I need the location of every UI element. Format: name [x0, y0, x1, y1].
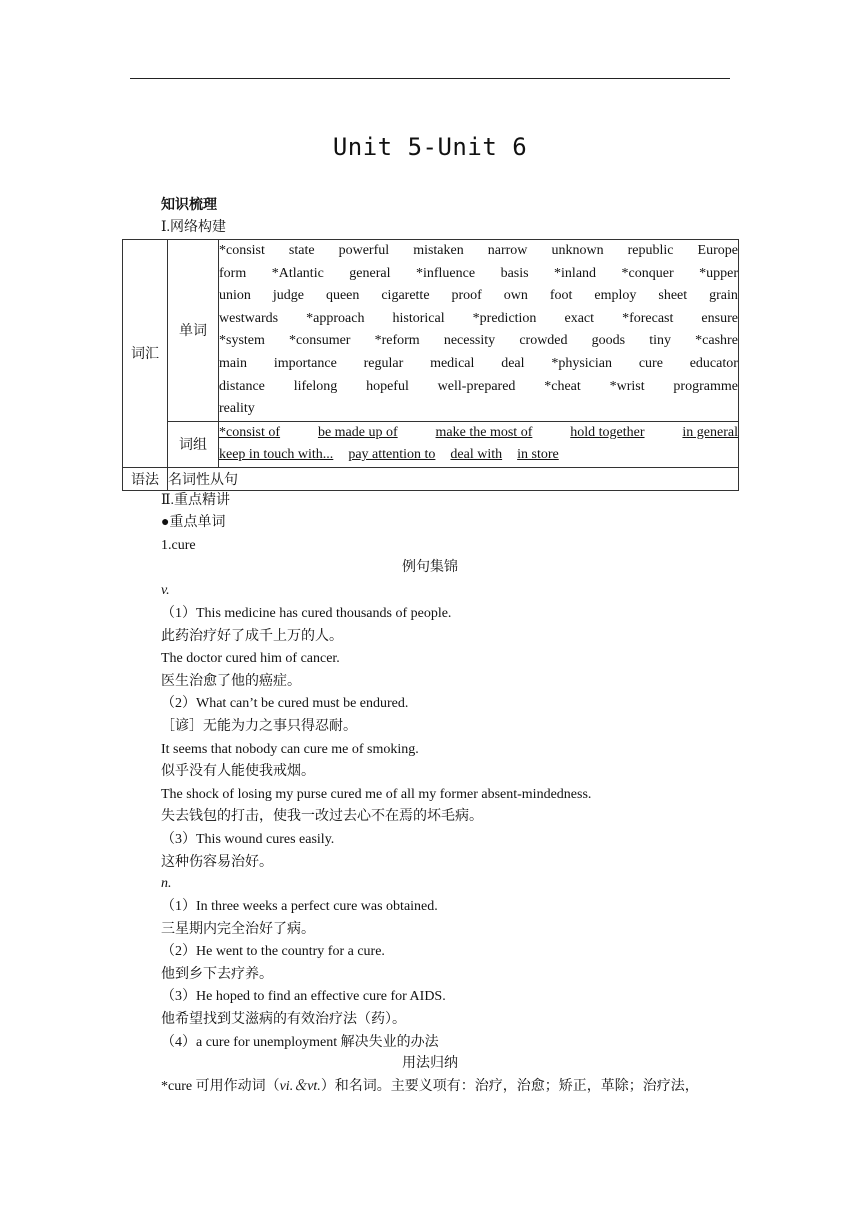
vocab-word: lifelong: [293, 378, 338, 394]
vocab-word: narrow: [487, 243, 528, 258]
example-line: （1）This medicine has cured thousands of people.: [161, 606, 452, 621]
vocab-word: cigarette: [381, 288, 430, 304]
vocab-word: *cashre: [695, 333, 738, 349]
vocab-word: ensure: [701, 310, 738, 326]
example-line: 似乎没有人能使我戒烟。: [161, 764, 315, 780]
vocab-word: *inland: [554, 265, 597, 281]
vocab-word: exact: [564, 310, 595, 326]
vocab-word: importance: [273, 355, 337, 371]
pos-verb: v.: [161, 583, 170, 598]
vocab-word: union: [219, 288, 251, 304]
phrases-label-cell: 词组: [168, 421, 219, 467]
example-line: （4）a cure for unemployment 解决失业的办法: [161, 1034, 439, 1050]
item-1-heading: 1.cure: [161, 538, 196, 553]
section-heading: 知识梳理: [161, 198, 217, 213]
vocab-word: crowded: [519, 333, 568, 349]
vocab-word: *influence: [415, 265, 476, 281]
vocab-word: hopeful: [366, 378, 409, 394]
vocab-word: *wrist: [609, 378, 645, 394]
vocab-word: employ: [594, 288, 637, 304]
phrase-line: [219, 444, 738, 467]
word-line: [219, 376, 738, 399]
example-line: The doctor cured him of cancer.: [161, 651, 340, 667]
vocab-phrase: be made up of: [317, 424, 398, 440]
vocab-word: westwards: [219, 310, 279, 326]
vocab-word: basis: [500, 265, 529, 281]
vocab-category-cell: 词汇: [123, 240, 168, 468]
vocab-word: *physician: [551, 355, 612, 371]
key-words-heading: ●重点单词: [161, 515, 226, 530]
vocab-word: *Atlantic: [271, 265, 324, 281]
vocab-word: judge: [272, 288, 304, 304]
example-line: ［谚］无能为力之事只得忍耐。: [161, 719, 357, 734]
example-line: 此药治疗好了成千上万的人。: [161, 628, 343, 644]
grammar-value: 名词性从句: [168, 467, 739, 490]
vocab-word: well-prepared: [437, 378, 516, 394]
vocab-phrase: make the most of: [435, 424, 533, 440]
example-line: 他到乡下去疗养。: [161, 966, 273, 982]
vocab-word: programme: [673, 378, 738, 394]
pos-noun: n.: [161, 876, 172, 891]
vocab-word: *cheat: [544, 378, 581, 394]
example-line: （2）He went to the country for a cure.: [161, 944, 385, 960]
vocab-word: own: [503, 288, 528, 304]
vocab-word: *approach: [306, 310, 365, 326]
word-list: [219, 240, 739, 422]
header-rule: [130, 78, 730, 79]
phrase-list: [219, 421, 739, 467]
vocab-word: distance: [219, 378, 265, 394]
example-line: 医生治愈了他的癌症。: [161, 673, 301, 689]
examples-heading: 例句集锦: [402, 560, 458, 575]
vocab-word: state: [288, 243, 315, 258]
part1-heading: Ⅰ.网络构建: [161, 220, 227, 235]
vocab-word: republic: [627, 243, 674, 258]
example-line: （3）He hoped to find an effective cure for AIDS.: [161, 989, 446, 1005]
vocab-word: foot: [549, 288, 573, 304]
vocab-table: [122, 239, 739, 491]
vocab-word: *conquer: [621, 265, 674, 281]
vocab-word: Europe: [697, 243, 738, 258]
word-line: [219, 308, 738, 331]
vocab-word: main: [219, 355, 247, 371]
example-line: （3）This wound cures easily.: [161, 832, 335, 847]
word-line: [219, 240, 738, 263]
vocab-phrase: in general: [682, 424, 738, 440]
example-line: The shock of losing my purse cured me of all my former absent-mindedness.: [161, 786, 592, 802]
vocab-word: regular: [363, 355, 404, 371]
words-label-cell: 单词: [168, 240, 219, 422]
vocab-word: *consist: [219, 243, 265, 258]
vocab-word: form: [219, 265, 247, 281]
vocab-word: cure: [638, 355, 663, 371]
phrase-line: [219, 422, 738, 445]
vocab-word: deal: [501, 355, 525, 371]
example-line: It seems that nobody can cure me of smoking.: [161, 741, 419, 757]
usage-heading: 用法归纳: [402, 1056, 458, 1071]
vocab-word: proof: [451, 288, 482, 304]
vocab-phrase: pay attention to: [348, 447, 436, 463]
example-line: 失去钱包的打击，使我一改过去心不在焉的坏毛病。: [161, 809, 483, 825]
vocab-word: tiny: [649, 333, 672, 349]
word-line: [219, 330, 738, 353]
example-line: （2）What can’t be cured must be endured.: [161, 696, 409, 712]
vocab-word: unknown: [551, 243, 604, 258]
grammar-category-cell: 语法: [123, 467, 168, 490]
vocab-word: historical: [392, 310, 445, 326]
vocab-word: *system: [219, 333, 265, 349]
word-line: [219, 285, 738, 308]
example-line: 三星期内完全治好了病。: [161, 921, 315, 937]
vocab-word: goods: [591, 333, 626, 349]
word-line: [219, 263, 738, 286]
vocab-word: sheet: [658, 288, 688, 304]
vocab-word: *upper: [699, 265, 738, 281]
word-line: [219, 398, 738, 421]
vocab-word: *reform: [374, 333, 420, 349]
vocab-word: powerful: [338, 243, 390, 258]
example-line: 他希望找到艾滋病的有效治疗法（药）。: [161, 1012, 406, 1027]
vocab-phrase: hold together: [570, 424, 645, 440]
example-line: 这种伤容易治好。: [161, 854, 273, 870]
vocab-word: queen: [325, 288, 360, 304]
page-title: Unit 5-Unit 6: [332, 133, 528, 161]
vocab-phrase: in store: [517, 447, 559, 463]
vocab-word: necessity: [443, 333, 496, 349]
vocab-word: mistaken: [413, 243, 464, 258]
vocab-word: general: [349, 265, 391, 281]
vocab-word: educator: [689, 355, 738, 371]
example-line: （1）In three weeks a perfect cure was obtained.: [161, 899, 438, 914]
vocab-phrase: deal with: [450, 447, 503, 463]
usage-summary: *cure 可用作动词（vi.＆vt.）和名词。主要义项有：治疗，治愈；矫正，革除；治疗法，: [161, 1079, 699, 1094]
word-line: [219, 353, 738, 376]
vocab-word: *forecast: [622, 310, 674, 326]
vocab-word: medical: [430, 355, 475, 371]
part2-heading: Ⅱ.重点精讲: [161, 493, 231, 508]
vocab-word: *consumer: [289, 333, 351, 349]
vocab-phrase: keep in touch with...: [219, 447, 334, 463]
vocab-word: grain: [709, 288, 738, 304]
vocab-word: *prediction: [472, 310, 537, 326]
vocab-word: reality: [219, 401, 255, 417]
vocab-phrase: *consist of: [219, 424, 281, 440]
